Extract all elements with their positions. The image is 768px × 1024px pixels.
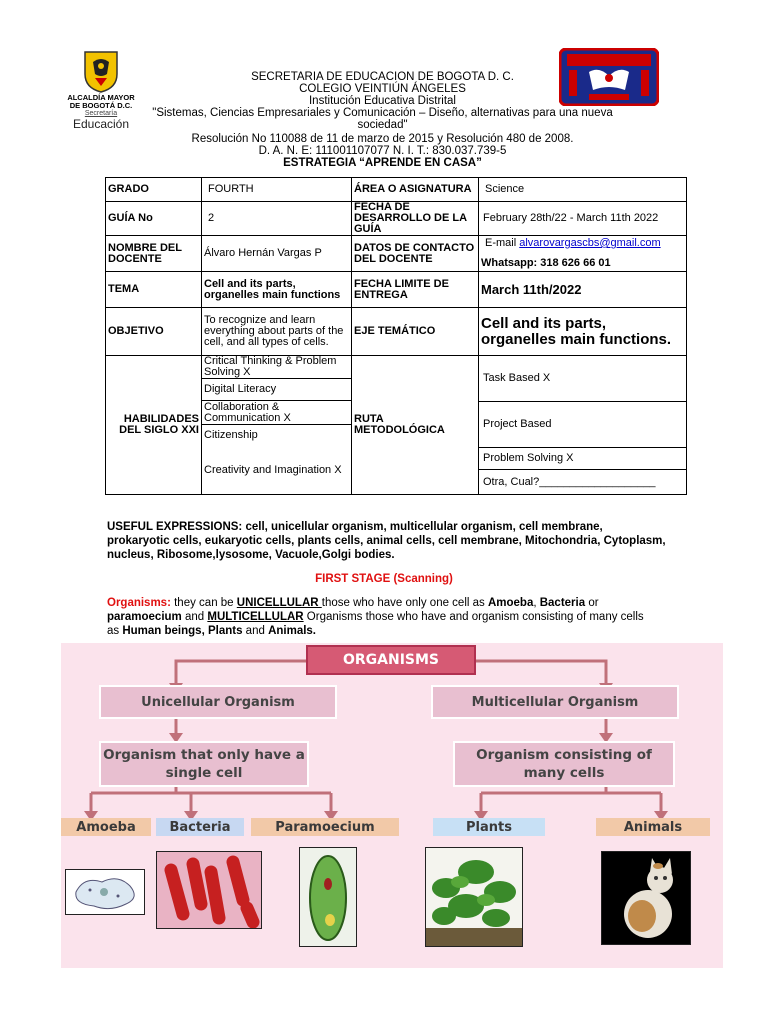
methods-cell xyxy=(479,356,687,495)
docente-value: Álvaro Hernán Vargas P xyxy=(202,236,352,272)
plant-icon xyxy=(426,848,522,946)
organisms-paragraph xyxy=(107,596,652,638)
table-row xyxy=(106,356,687,495)
logo-line-1: ALCALDÍA MAYOR xyxy=(67,93,135,102)
area-label: ÁREA O ASIGNATURA xyxy=(352,178,479,202)
method-item: Project Based xyxy=(479,402,686,448)
method-item: Task Based X xyxy=(479,356,686,402)
arrow-connector xyxy=(481,783,661,813)
skill-item: Critical Thinking & Problem Solving X xyxy=(202,356,351,379)
header-text xyxy=(110,71,655,169)
bacteria-label: Bacteria xyxy=(156,818,244,836)
text-run: and xyxy=(242,625,269,637)
stage-title: FIRST STAGE (Scanning) xyxy=(315,573,453,585)
cat-icon xyxy=(602,852,690,944)
paramoecium-label: Paramoecium xyxy=(251,818,399,836)
area-value: Science xyxy=(479,178,687,202)
skill-item: Citizenship xyxy=(204,429,258,441)
objetivo-value: To recognize and learn everything about parts of the cell, and all types of cells. xyxy=(202,308,352,356)
fecha-desarrollo-label: FECHA DE DESARROLLO DE LA GUÍA xyxy=(352,202,479,236)
single-cell-box: Organism that only have a single cell xyxy=(99,741,309,787)
bacteria-image xyxy=(156,851,262,929)
many-cells-box: Organism consisting of many cells xyxy=(453,741,675,787)
guia-value: 2 xyxy=(202,202,352,236)
logo-line-3: Secretaría xyxy=(84,110,118,117)
text-run: , xyxy=(533,597,540,609)
plants-image xyxy=(425,847,523,947)
table-row xyxy=(106,272,687,308)
contacto-cell xyxy=(479,236,687,272)
bacteria-icon xyxy=(157,852,261,928)
amoeba-icon xyxy=(66,870,144,914)
header-line-7: D. A. N. E: 111001107077 N. I. T.: 830.037.739-5 xyxy=(258,145,507,157)
amoeba-label: Amoeba xyxy=(61,818,151,836)
skill-item: Digital Literacy xyxy=(202,379,351,401)
human-plants-term: Human beings, Plants xyxy=(122,625,243,637)
arrow-connector xyxy=(176,661,306,685)
tema-label: TEMA xyxy=(106,272,202,308)
whatsapp: Whatsapp: 318 626 66 01 xyxy=(481,257,611,269)
method-item: Otra, Cual?___________________ xyxy=(483,475,656,488)
arrow-connector xyxy=(91,783,331,813)
fecha-limite-label: FECHA LIMITE DE ENTREGA xyxy=(352,272,479,308)
eje-label: EJE TEMÁTICO xyxy=(352,308,479,356)
guia-label: GUÍA No xyxy=(106,202,202,236)
grado-value: FOURTH xyxy=(202,178,352,202)
organisms-box: ORGANISMS xyxy=(306,645,476,675)
fecha-desarrollo-value: February 28th/22 - March 11th 2022 xyxy=(479,202,687,236)
table-row xyxy=(106,308,687,356)
docente-label: NOMBRE DEL DOCENTE xyxy=(106,236,202,272)
paramoecium-image xyxy=(299,847,357,947)
unicellular-term: UNICELLULAR xyxy=(236,597,322,609)
header-line-6: Resolución No 110088 de 11 de marzo de 2015 y Resolución 480 de 2008. xyxy=(191,133,574,145)
text-run: those who have only one cell as xyxy=(321,597,488,609)
header-line-3: Institución Educativa Distrital xyxy=(308,95,456,107)
skill-item: Creativity and Imagination X xyxy=(204,463,342,476)
text-run: Organisms those who have and organism consisting of many cells as xyxy=(107,611,644,637)
animals-label: Animals xyxy=(596,818,710,836)
tema-value: Cell and its parts, organelles main functions xyxy=(202,272,352,308)
table-row xyxy=(106,178,687,202)
header-line-4: "Sistemas, Ciencias Empresariales y Comunicación – Diseño, alternativas para una nueva xyxy=(152,107,613,119)
header-line-8: ESTRATEGIA “APRENDE EN CASA” xyxy=(283,157,482,169)
contacto-label: DATOS DE CONTACTO DEL DOCENTE xyxy=(352,236,479,272)
method-item: Problem Solving X xyxy=(479,448,686,470)
logo-line-4: Educación xyxy=(72,117,130,131)
amoeba-image xyxy=(65,869,145,915)
organisms-label: Organisms: xyxy=(107,597,171,609)
skills-cell xyxy=(202,356,352,495)
arrow-connector xyxy=(476,661,606,685)
multicellular-term: MULTICELLULAR xyxy=(207,611,304,623)
text-run: or xyxy=(585,597,599,609)
unicellular-box: Unicellular Organism xyxy=(99,685,337,719)
animals-image xyxy=(601,851,691,945)
header-line-1: SECRETARIA DE EDUCACION DE BOGOTA D. C. xyxy=(251,71,514,83)
useful-expressions: USEFUL EXPRESSIONS: cell, unicellular organism, multicellular organism, cell membrane, prokaryotic cells, eukaryotic cells, plants cells, animal cells, cell membrane, Mitochondria, Cytoplasm, nucleus, Ribosome,lysosome, Vacuole,Golgi bodies. xyxy=(107,521,666,561)
ruta-label: RUTA METODOLÓGICA xyxy=(352,356,479,495)
header-line-2: COLEGIO VEINTIÚN ÁNGELES xyxy=(299,83,466,95)
paramoecium-icon xyxy=(300,848,356,946)
logo-line-2: DE BOGOTÁ D.C. xyxy=(69,101,133,110)
amoeba-term: Amoeba xyxy=(487,597,534,609)
text-run: they can be xyxy=(170,597,237,609)
organisms-diagram xyxy=(61,643,723,968)
email-link[interactable]: alvarovargascbs@gmail.com xyxy=(519,237,661,249)
text-run: and xyxy=(181,611,208,623)
table-row xyxy=(106,202,687,236)
plants-label: Plants xyxy=(433,818,545,836)
grado-label: GRADO xyxy=(106,178,202,202)
animals-term: Animals. xyxy=(268,625,316,637)
paramoecium-term: paramoecium xyxy=(107,611,182,623)
header-line-5: sociedad" xyxy=(357,119,408,131)
email-prefix: E-mail xyxy=(485,237,520,249)
skill-item: Collaboration & Communication X xyxy=(202,401,351,425)
eje-value: Cell and its parts, organelles main functions. xyxy=(479,308,687,356)
habilidades-label: HABILIDADES DEL SIGLO XXI xyxy=(106,356,202,495)
bacteria-term: Bacteria xyxy=(539,597,586,609)
info-table xyxy=(105,177,687,495)
objetivo-label: OBJETIVO xyxy=(106,308,202,356)
table-row xyxy=(106,236,687,272)
fecha-limite-value: March 11th/2022 xyxy=(479,272,687,308)
multicellular-box: Multicellular Organism xyxy=(431,685,679,719)
